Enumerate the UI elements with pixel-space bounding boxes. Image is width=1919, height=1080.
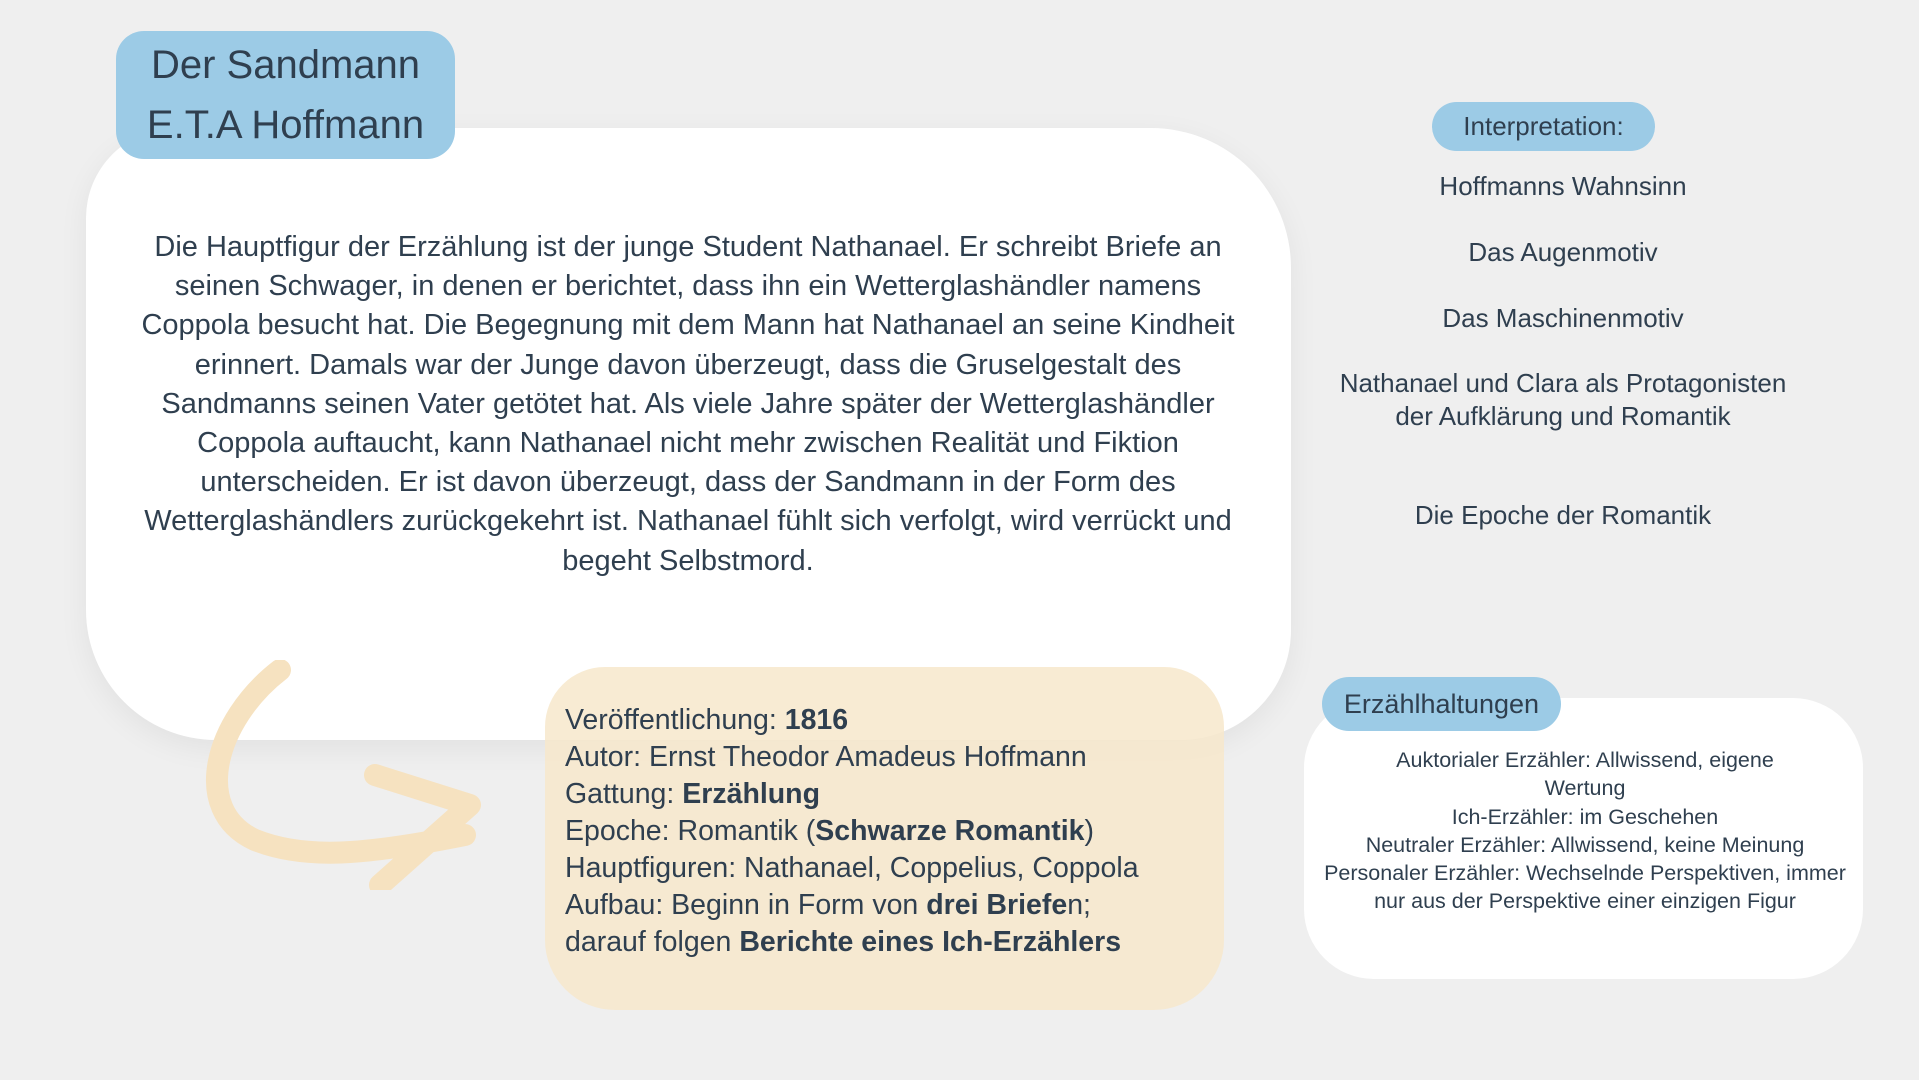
fact-publication: Veröffentlichung: 1816 (565, 704, 849, 736)
fact-epoch: Epoche: Romantik (Schwarze Romantik) (565, 815, 1095, 847)
narration-list (1310, 746, 1860, 916)
interpretation-item: Das Augenmotiv (1468, 237, 1658, 267)
narration-line: Personaler Erzähler: Wechselnde Perspektiven, immer nur aus der Perspektive einer einzigen Figur (1324, 861, 1846, 914)
fact-structure-2: darauf folgen Berichte eines Ich-Erzählers (565, 926, 1122, 958)
facts-card (545, 667, 1224, 1010)
fact-structure: Aufbau: Beginn in Form von drei Briefen; (565, 889, 1091, 921)
summary-text: Die Hauptfigur der Erzählung ist der junge Student Nathanael. Er schreibt Briefe an seinen Schwager, in denen er berichtet, dass ihn ein Wetterglashändler namens Coppola besucht hat. Die Begegnung mit dem Mann hat Nathanael an seine Kindheit erinnert. Damals war der Junge davon überzeugt, dass die Gruselgestalt des Sandmanns seinen Vater getötet hat. Als viele Jahre später der Wetterglashändler Coppola auftaucht, kann Nathanael nicht mehr zwischen Realität und Fiktion unterscheiden. Er ist davon überzeugt, dass der Sandmann in der Form des Wetterglashändlers zurückgekehrt ist. Nathanael fühlt sich verfolgt, wird verrückt und begeht Selbstmord. (141, 231, 1235, 577)
curved-arrow-icon (195, 660, 485, 890)
fact-characters: Hauptfiguren: Nathanael, Coppelius, Coppola (565, 852, 1139, 884)
title-line-1: Der Sandmann (150, 43, 421, 87)
interpretation-item: Nathanael und Clara als Protagonisten der Aufklärung und Romantik (1339, 368, 1787, 431)
interpretation-item: Die Epoche der Romantik (1414, 500, 1712, 530)
narration-line: Ich-Erzähler: im Geschehen (1451, 804, 1719, 829)
interpretation-item: Das Maschinenmotiv (1442, 303, 1684, 333)
title-line-2: E.T.A Hoffmann (146, 103, 425, 147)
title-badge (116, 31, 455, 159)
narration-line: Neutraler Erzähler: Allwissend, keine Meinung (1365, 832, 1805, 857)
narration-line: Auktorialer Erzähler: Allwissend, eigene Wertung (1396, 748, 1774, 801)
fact-genre: Gattung: Erzählung (565, 778, 821, 810)
narration-label: Erzählhaltungen (1322, 677, 1561, 731)
fact-author: Autor: Ernst Theodor Amadeus Hoffmann (565, 741, 1087, 773)
interpretation-label: Interpretation: (1432, 102, 1655, 151)
interpretation-item: Hoffmanns Wahnsinn (1439, 171, 1687, 201)
